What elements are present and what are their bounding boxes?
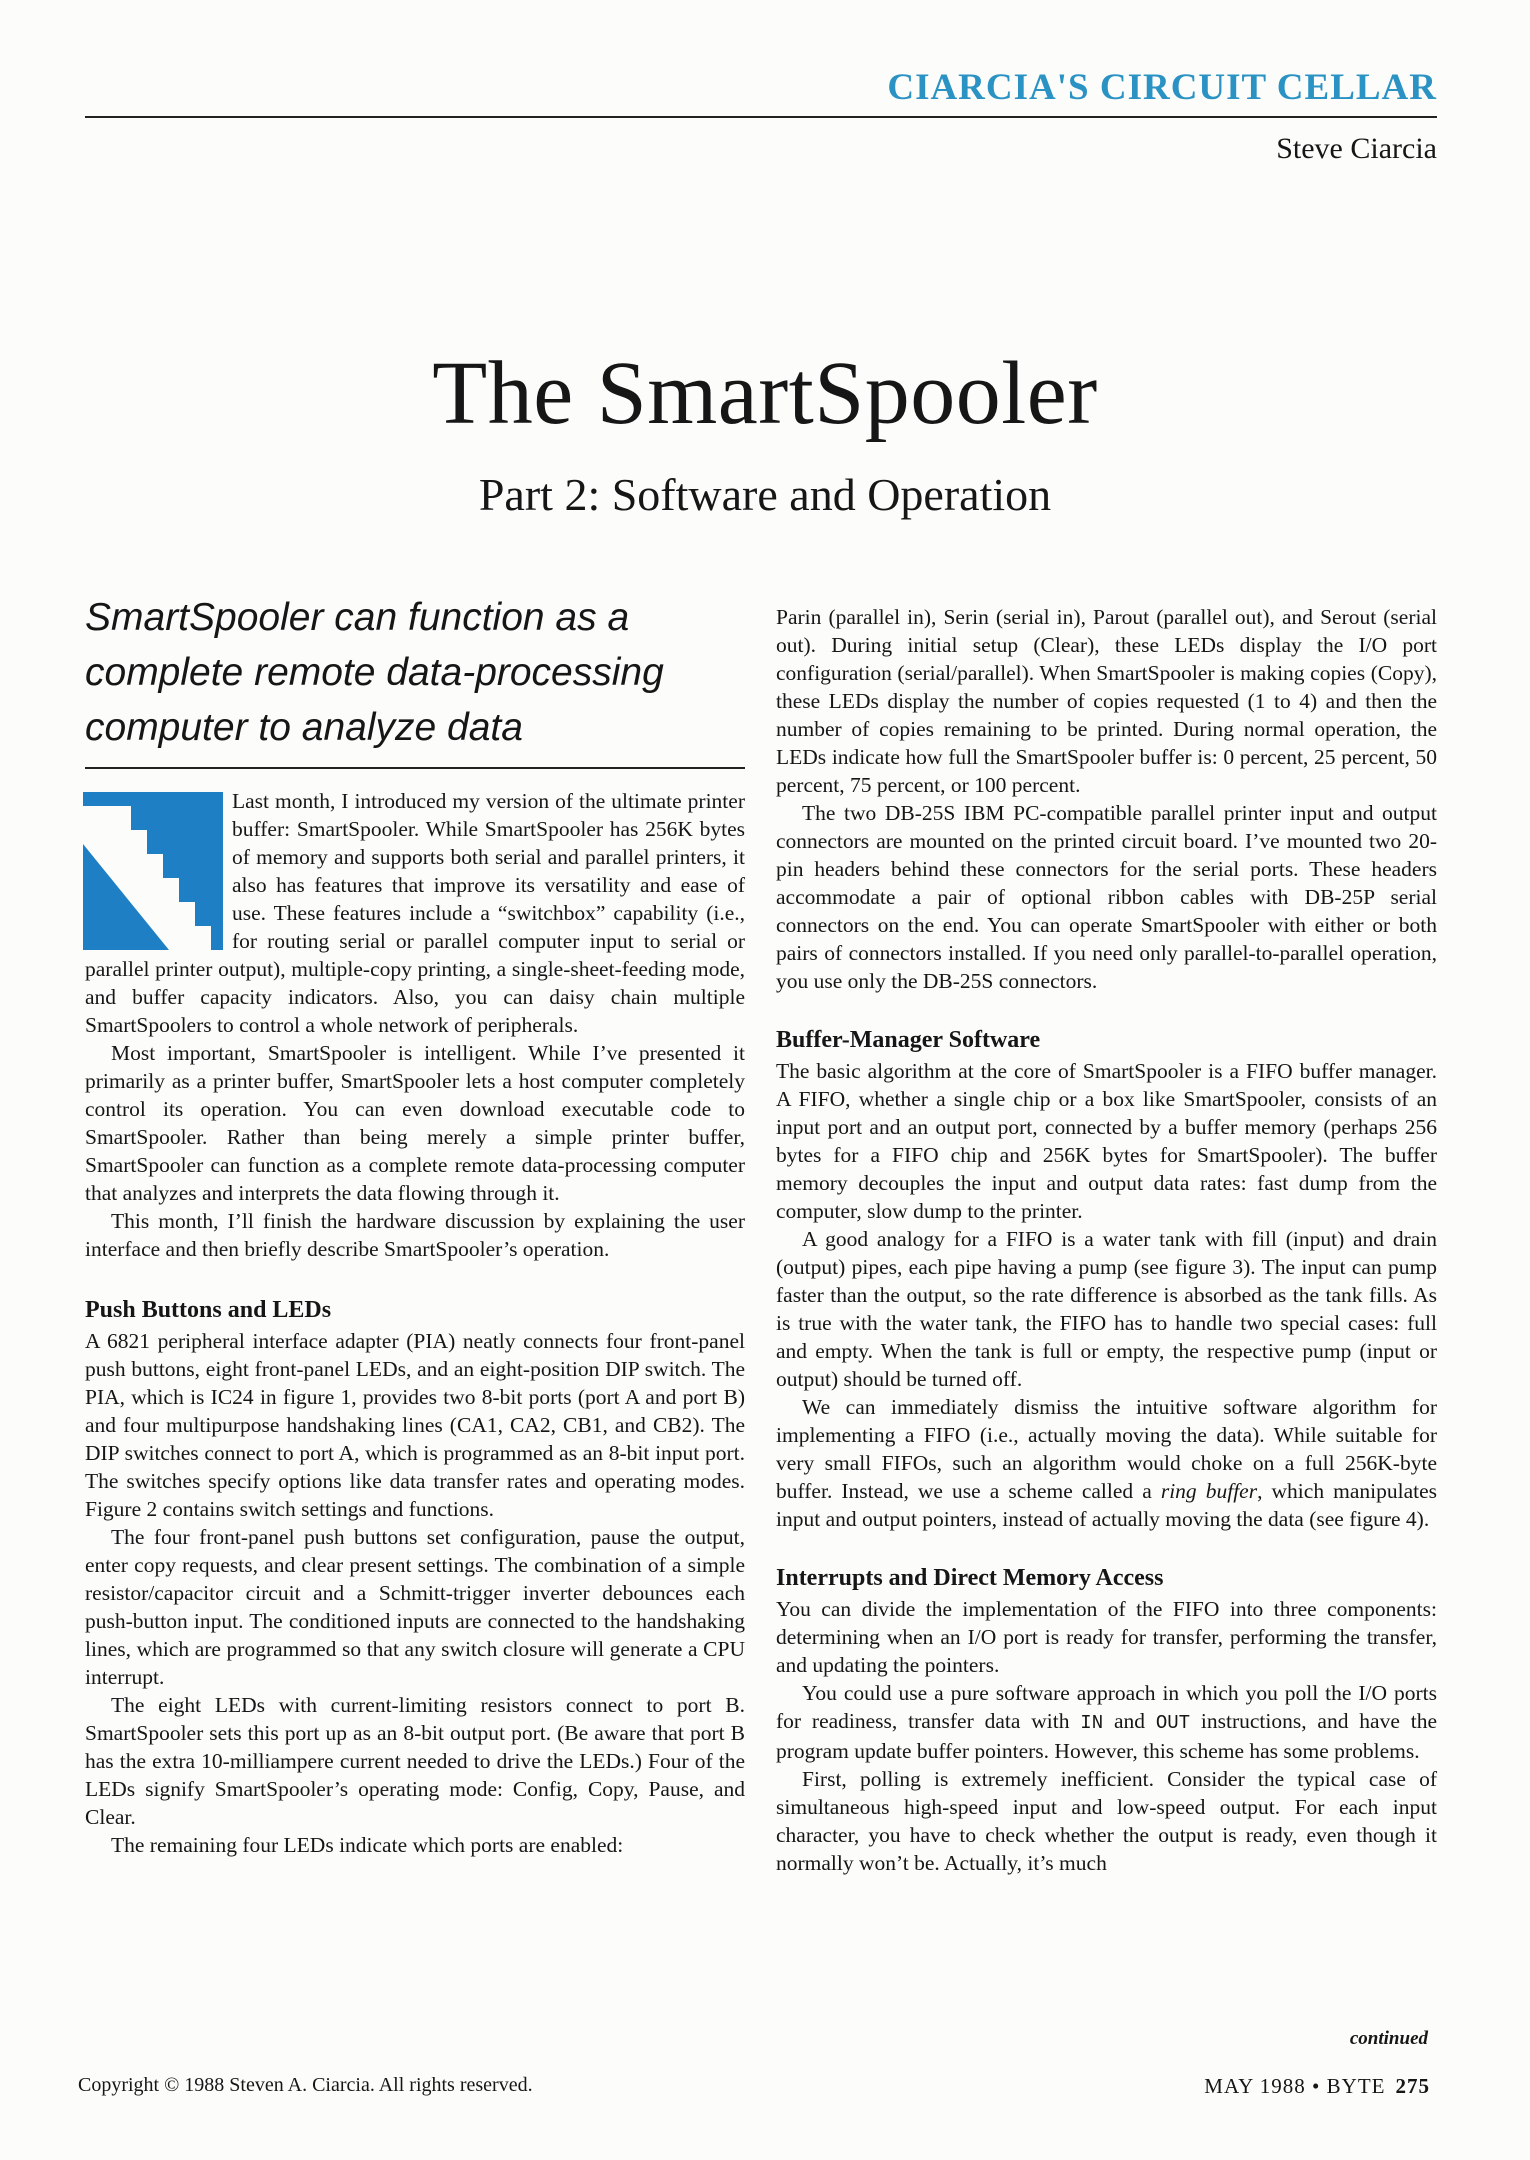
column-name: CIARCIA'S CIRCUIT CELLAR xyxy=(887,67,1437,108)
text-run: instructions, and have the program update buffer pointers. However, this scheme has some problems. xyxy=(776,1709,1437,1763)
text-run: , which manipulates input and output pointers, instead of actually moving the data (see figure 4). xyxy=(776,1479,1438,1531)
copyright-notice: Copyright © 1988 Steven A. Ciarcia. All rights reserved. xyxy=(78,2074,533,2096)
page-folio xyxy=(1204,2074,1430,2099)
body-paragraph: First, polling is extremely inefficient. Consider the typical case of simultaneous high-speed input and low-speed output. For each input character, you have to check whether the output is ready, even though it normally won’t be. Actually, it’s much xyxy=(776,1767,1437,1875)
body-paragraph: The four front-panel push buttons set configuration, pause the output, enter copy requests, and clear present settings. The combination of a simple resistor/capacitor circuit and a Schmitt-trigger inverter debounces each push-button input. The conditioned inputs are connected to the handshaking lines, which are programmed so that any switch closure will generate a CPU interrupt. xyxy=(85,1525,745,1689)
logo-wrap-spacer xyxy=(85,787,232,947)
deck-rule xyxy=(85,767,745,769)
body-paragraph: The two DB-25S IBM PC-compatible parallel printer input and output connectors are mounted on the printed circuit board. I’ve mounted two 20-pin headers behind these connectors for the serial ports. These headers accommodate a pair of optional ribbon cables with DB-25P serial connectors on the end. You can operate SmartSpooler with either or both pairs of connectors installed. If you need only parallel-to-parallel operation, you use only the DB-25S connectors. xyxy=(776,801,1437,993)
body-paragraph xyxy=(776,1393,1437,1533)
body-paragraph: Most important, SmartSpooler is intelligent. While I’ve presented it primarily as a printer buffer, SmartSpooler lets a host computer completely control its operation. You can even download executable code to SmartSpooler. Rather than being merely a simple printer buffer, SmartSpooler can function as a complete remote data-processing computer that analyzes and interprets the data flowing through it. xyxy=(85,1041,745,1205)
text-run: You could use a pure software approach in which you poll the I/O ports for readiness, transfer data with xyxy=(776,1681,1437,1733)
body-paragraph: Parin (parallel in), Serin (serial in), Parout (parallel out), and Serout (serial out). During initial setup (Clear), these LEDs display the I/O port configuration (serial/parallel). When SmartSpooler is making copies (Copy), these LEDs display the number of copies requested (1 to 4) and then the number of copies remaining to be printed. During normal operation, the LEDs indicate how full the SmartSpooler buffer is: 0 percent, 25 percent, 50 percent, 75 percent, or 100 percent. xyxy=(776,605,1437,797)
article-deck: SmartSpooler can function as a complete remote data-processing computer to analyze data xyxy=(85,596,664,749)
code-term: OUT xyxy=(1155,1712,1191,1734)
article-title: The SmartSpooler xyxy=(432,344,1098,443)
emphasis-term: ring buffer xyxy=(1160,1479,1258,1503)
body-paragraph: The remaining four LEDs indicate which ports are enabled: xyxy=(111,1833,624,1857)
body-paragraph: This month, I’ll finish the hardware discussion by explaining the user interface and then briefly describe SmartSpooler’s operation. xyxy=(85,1209,745,1261)
page-number: 275 xyxy=(1395,2074,1430,2098)
body-paragraph: A good analogy for a FIFO is a water tank with fill (input) and drain (output) pipes, each pipe having a pump (see figure 3). The input can pump faster than the output, so the rate difference is absorbed as the tank fills. As is true with the water tank, the FIFO has to handle two special cases: full and empty. When the tank is full or empty, the respective pump (input or output) should be turned off. xyxy=(776,1227,1437,1391)
body-paragraph: The basic algorithm at the core of SmartSpooler is a FIFO buffer manager. A FIFO, whether a single chip or a box like SmartSpooler, consists of an input port and an output port, connected by a buffer memory (perhaps 256 bytes for a FIFO chip and 256K bytes for SmartSpooler). The buffer memory decouples the input and output data rates: fast dump from the computer, slow dump to the printer. xyxy=(776,1059,1437,1223)
text-run: We can immediately dismiss the intuitive software algorithm for implementing a FIFO (i.e., actually moving the data). While suitable for very small FIFOs, such an algorithm would choke on a full 256K-byte buffer. Instead, we use a scheme called a xyxy=(776,1395,1437,1503)
body-paragraph: The eight LEDs with current-limiting resistors connect to port B. SmartSpooler sets this port up as an 8-bit output port. (Be aware that port B has the extra 10-milliampere current needed to drive the LEDs.) Four of the LEDs signify SmartSpooler’s operating mode: Config, Copy, Pause, and Clear. xyxy=(85,1693,745,1829)
body-paragraph xyxy=(776,1679,1437,1765)
code-term: IN xyxy=(1080,1712,1104,1734)
issue-label: MAY 1988 • BYTE xyxy=(1204,2074,1386,2098)
header-rule xyxy=(85,116,1437,118)
body-paragraph: A 6821 peripheral interface adapter (PIA) neatly connects four front-panel push buttons, eight front-panel LEDs, and an eight-position DIP switch. The PIA, which is IC24 in figure 1, provides two 8-bit ports (port A and port B) and four multipurpose handshaking lines (CA1, CA2, CB1, and CB2). The DIP switches connect to port A, which is programmed as an 8-bit input port. The switches specify options like data transfer rates and operating modes. Figure 2 contains switch settings and functions. xyxy=(85,1329,745,1521)
section-heading-buffer-manager: Buffer-Manager Software xyxy=(776,1027,1041,1053)
left-column xyxy=(85,787,745,1859)
author-name: Steve Ciarcia xyxy=(1276,132,1437,165)
intro-paragraph: Last month, I introduced my version of the ultimate printer buffer: SmartSpooler. While SmartSpooler has 256K bytes of memory and supports both serial and parallel printers, it also has features that improve its versatility and ease of use. These features include a “switchbox” capability (i.e., for routing serial or parallel computer input to serial or parallel printer output), multiple-copy printing, a single-sheet-feeding mode, and buffer capacity indicators. Also, you can daisy chain multiple SmartSpoolers to control a whole network of peripherals. xyxy=(85,789,745,1037)
section-heading-interrupts: Interrupts and Direct Memory Access xyxy=(776,1565,1164,1591)
body-paragraph: You can divide the implementation of the FIFO into three components: determining when an I/O port is ready for transfer, performing the transfer, and updating the pointers. xyxy=(776,1597,1437,1677)
continued-marker: continued xyxy=(1349,2028,1428,2049)
right-column xyxy=(776,603,1437,1877)
section-heading-push-buttons: Push Buttons and LEDs xyxy=(85,1297,332,1323)
article-subtitle: Part 2: Software and Operation xyxy=(478,469,1052,520)
text-run: and xyxy=(1103,1709,1156,1733)
